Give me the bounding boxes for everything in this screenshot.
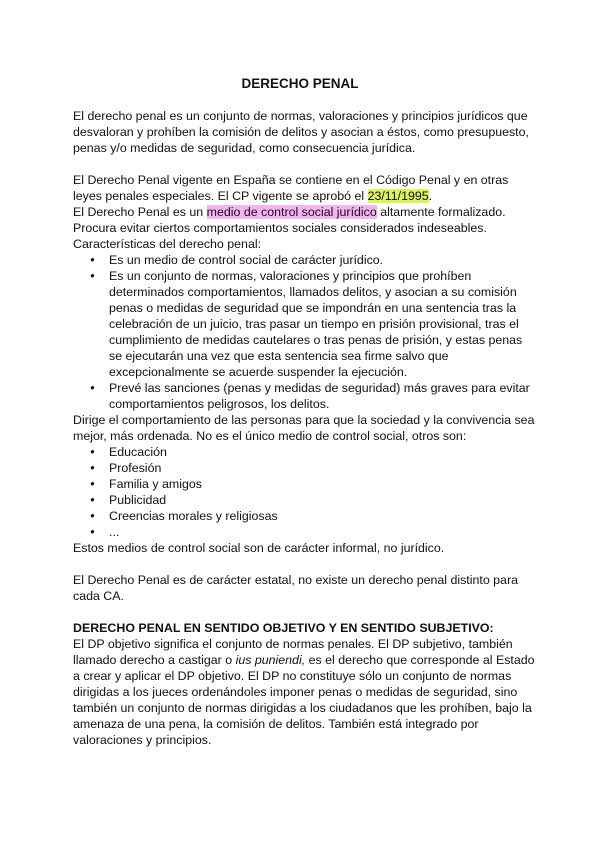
list-item: ● Publicidad	[109, 492, 535, 508]
cp-date-highlight: 23/11/1995	[367, 189, 429, 203]
estatal-paragraph	[73, 572, 535, 604]
section-text-b: es el derecho que corresponde al Estado a crear y aplicar el DP objetivo. El DP no constituye sólo un conjunto de normas dirigidas a los jueces ordenándoles imponer penas o medidas de seguridad, sino también un conjunto de normas dirigidas a los ciudadanos que les prohíben, bajo la amenaza de una pena, la comisión de delitos. También está integrado por valoraciones y principios.	[73, 653, 535, 747]
list-item: ● Familia y amigos	[109, 476, 535, 492]
objetivo-subjetivo-section	[73, 620, 535, 748]
caracteristicas-list	[73, 252, 535, 412]
list-item: ● Es un medio de control social de carácter jurídico.	[109, 252, 535, 268]
estatal-text: El Derecho Penal es de carácter estatal, no existe un derecho penal distinto para cada CA.	[73, 573, 518, 603]
list-item: ● ...	[109, 524, 535, 540]
list-item: ● Educación	[109, 444, 535, 460]
procura-line: Procura evitar ciertos comportamientos sociales considerados indeseables.	[73, 221, 487, 235]
list-item: ● Prevé las sanciones (penas y medidas de seguridad) más graves para evitar comportamientos peligrosos, los delitos.	[109, 380, 535, 412]
ius-puniendi-italic: ius puniendi,	[235, 653, 306, 667]
control-social-line	[73, 204, 535, 220]
list-item: ● Es un conjunto de normas, valoraciones y principios que prohíben determinados comportamientos, llamados delitos, y asocian a su comisión penas o medidas de seguridad que se impondrán en una sentencia tras la celebración de un juicio, tras pasar un tiempo en prisión provisional, tras el cumplimiento de medidas cautelares o tras penas de prisión, y estas penas se ejecutarán una vez que esta sentencia sea firme salvo que excepcionalmente se acuerde suspender la ejecución.	[109, 268, 535, 380]
control-social-highlight: medio de control social jurídico	[206, 205, 377, 219]
section-text-a: El DP objetivo significa el conjunto de normas penales. El DP subjetivo, también llamado derecho a castigar o	[73, 637, 513, 667]
cp-line2-start: El Derecho Penal es un	[73, 205, 207, 219]
page-title: DERECHO PENAL	[241, 76, 359, 91]
cp-line1-end: .	[428, 189, 433, 203]
intro-paragraph	[73, 108, 535, 156]
codigo-penal-section	[73, 172, 535, 556]
section-body	[73, 636, 535, 748]
intro-text: El derecho penal es un conjunto de normas, valoraciones y principios jurídicos que desvaloran y prohíben la comisión de delitos y asocian a éstos, como presupuesto, penas y/o medidas de seguridad, como consecuencia jurídica.	[73, 109, 529, 155]
cp-line1: El Derecho Penal vigente en España se contiene en el Código Penal y en otras leyes penales especiales. El CP vigente se aprobó el	[73, 173, 509, 203]
dirige-paragraph: Dirige el comportamiento de las personas para que la sociedad y la convivencia sea mejor, más ordenada. No es el único medio de control social, otros son:	[73, 413, 535, 443]
list-item: ● Creencias morales y religiosas	[109, 508, 535, 524]
list-item: ● Profesión	[109, 460, 535, 476]
cp-paragraph	[73, 172, 535, 204]
section-heading: DERECHO PENAL EN SENTIDO OBJETIVO Y EN SENTIDO SUBJETIVO:	[73, 621, 494, 635]
cp-line2-end: altamente formalizado.	[376, 205, 506, 219]
medios-list	[73, 444, 535, 540]
caracteristicas-heading: Características del derecho penal:	[73, 237, 262, 251]
informal-line: Estos medios de control social son de carácter informal, no jurídico.	[73, 541, 445, 555]
